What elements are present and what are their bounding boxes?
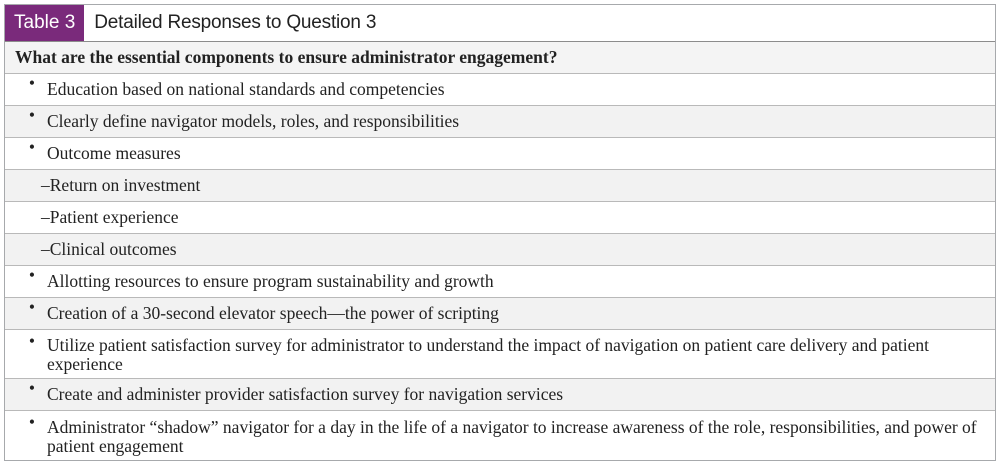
bullet-icon: •: [28, 297, 35, 317]
table-row: [5, 298, 995, 330]
table-row: [5, 330, 995, 379]
question-header: What are the essential components to ensure administrator engagement?: [5, 42, 995, 74]
bullet-icon: •: [28, 73, 35, 93]
row-text: –Return on investment: [41, 175, 201, 195]
row-text: Administrator “shadow” navigator for a day in the life of a navigator to increase awareness of the role, responsibilities, and power of patient engagement: [47, 416, 977, 456]
table-row: [5, 202, 995, 234]
table-label: Table 3: [5, 5, 84, 41]
bullet-icon: •: [28, 105, 35, 125]
table-row: [5, 74, 995, 106]
bullet-icon: •: [28, 331, 35, 351]
table-row: [5, 170, 995, 202]
row-text: Clearly define navigator models, roles, and responsibilities: [47, 111, 460, 131]
row-text: Education based on national standards and competencies: [47, 79, 445, 99]
bullet-icon: •: [28, 412, 35, 432]
row-text: –Patient experience: [41, 207, 179, 227]
table-row: [5, 106, 995, 138]
table-row: [5, 379, 995, 411]
row-text: Creation of a 30-second elevator speech—the power of scripting: [47, 303, 499, 323]
table-3: [4, 4, 996, 461]
table-row: [5, 411, 995, 460]
bullet-icon: •: [28, 265, 35, 285]
bullet-icon: •: [28, 378, 35, 398]
bullet-icon: •: [28, 137, 35, 157]
row-text: –Clinical outcomes: [41, 239, 177, 259]
table-row: [5, 234, 995, 266]
table-row: [5, 138, 995, 170]
row-text: Create and administer provider satisfaction survey for navigation services: [47, 384, 564, 404]
row-text: Allotting resources to ensure program sustainability and growth: [47, 271, 494, 291]
table-title-bar: [5, 5, 995, 42]
row-text: Utilize patient satisfaction survey for administrator to understand the impact of navigation on patient care delivery and patient experience: [47, 335, 930, 374]
row-text: Outcome measures: [47, 143, 181, 163]
table-row: [5, 266, 995, 298]
table-title: Detailed Responses to Question 3: [94, 12, 377, 33]
